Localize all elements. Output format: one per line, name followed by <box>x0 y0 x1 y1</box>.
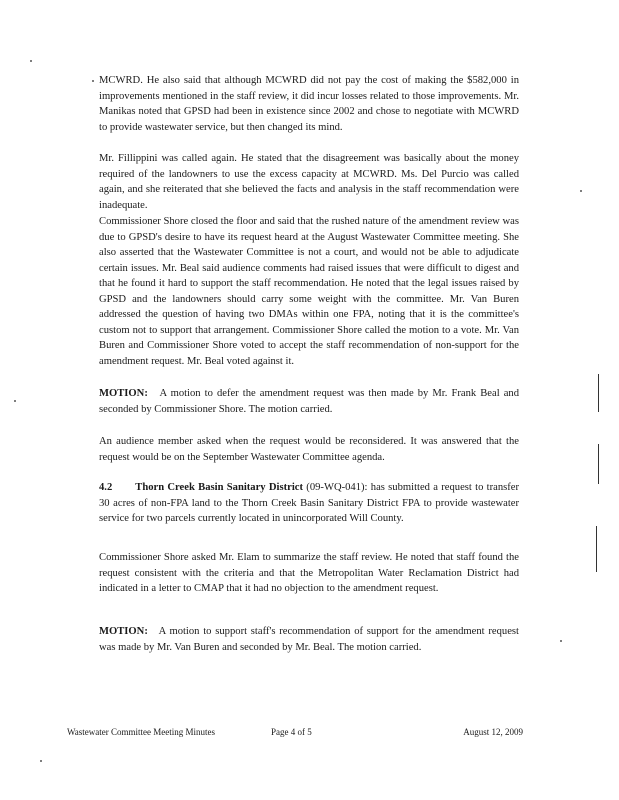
motion-text: A motion to support staff's recommendation of support for the amendment request was made by Mr. Van Buren and seconded by Mr. Beal. The motion carried. <box>99 626 519 653</box>
paragraph-audience: An audience member asked when the request would be reconsidered. It was answered that the request would be on the September Wastewater Committee agenda. <box>99 436 519 463</box>
motion-defer <box>99 386 519 417</box>
footer-date: August 12, 2009 <box>463 727 523 737</box>
paragraph-fillippini: Mr. Fillippini was called again. He stated that the disagreement was basically about the money required of the landowners to use the excess capacity at MCWRD. Ms. Del Purcio was called again, and she reiterated that she believed the facts and analysis in the staff recommendation were inadequate. <box>99 153 519 211</box>
scan-speck <box>40 760 42 762</box>
scan-speck <box>560 640 562 642</box>
scan-speck <box>30 60 32 62</box>
paragraph-shore-closing: Commissioner Shore closed the floor and said that the rushed nature of the amendment review was due to GPSD's desire to have its request heard at the August Wastewater Committee meeting. She also asserted that the Wastewater Committee is not a court, and would not be able to adjudicate certain issues. Mr. Beal said audience comments had raised issues that were difficult to digest and that he found it hard to support the staff recommendation. He noted that the legal issues raised by GPSD and the landowners should carry some weight with the committee. Mr. Van Buren addressed the question of having two DMAs within one FPA, noting that it is the committee's custom not to support that arrangement. Commissioner Shore called the motion to a vote. Mr. Van Buren and Commissioner Shore voted to accept the staff recommendation of non-support for the amendment request. Mr. Beal voted against it. <box>99 216 519 367</box>
item-text: (09-WQ-041): has submitted a request to transfer 30 acres of non-FPA land to the Thorn Creek Basin Sanitary District FPA to provide wastewater service for two parcels currently located in unincorporated Will County. <box>99 482 519 524</box>
paragraph-manikas: MCWRD. He also said that although MCWRD did not pay the cost of making the $582,000 in improvements mentioned in the staff review, it did incur losses related to those improvements. Mr. Manikas noted that GPSD had been in existence since 2002 and chose to negotiate with MCWRD to provide wastewater service, but then changed its mind. <box>99 75 519 133</box>
agenda-item-4-2 <box>99 480 519 527</box>
footer-title: Wastewater Committee Meeting Minutes <box>67 727 215 737</box>
motion-label: MOTION: <box>99 388 148 399</box>
motion-text: A motion to defer the amendment request was then made by Mr. Frank Beal and seconded by Commissioner Shore. The motion carried. <box>99 388 519 415</box>
item-title: Thorn Creek Basin Sanitary District <box>135 482 304 493</box>
scan-speck <box>580 190 582 192</box>
paragraph-elam-summary: Commissioner Shore asked Mr. Elam to summarize the staff review. He noted that staff found the request consistent with the criteria and that the Metropolitan Water Reclamation District had indicated in a letter to CMAP that it had no objection to the amendment request. <box>99 552 519 594</box>
scan-margin-mark <box>598 374 599 412</box>
motion-label: MOTION: <box>99 626 148 637</box>
scan-speck <box>14 400 16 402</box>
footer-page-number: Page 4 of 5 <box>271 727 312 737</box>
item-number: 4.2 <box>99 482 113 493</box>
scan-margin-mark <box>598 444 599 484</box>
motion-support <box>99 624 519 655</box>
scan-speck <box>92 80 94 82</box>
scan-margin-mark <box>596 526 597 572</box>
